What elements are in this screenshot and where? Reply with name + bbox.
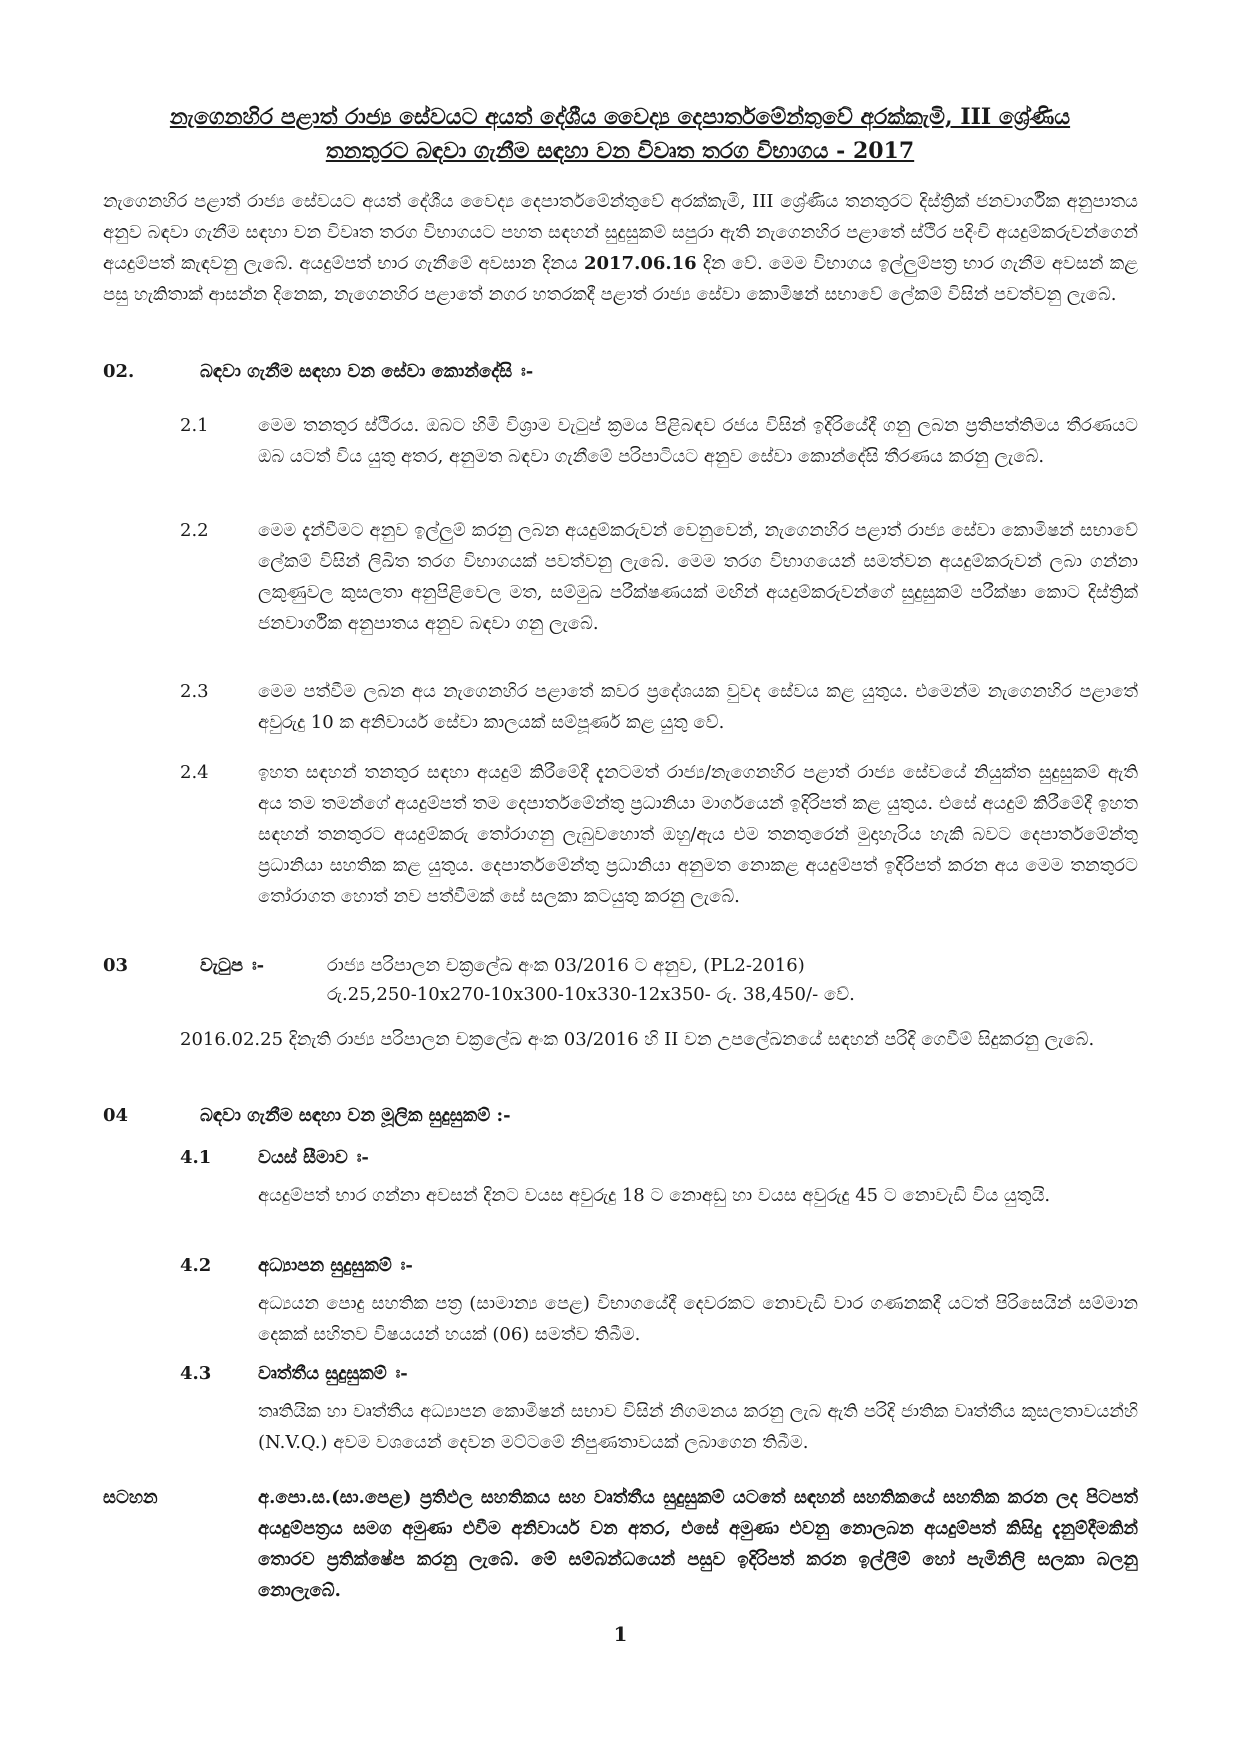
page-title <box>120 100 1120 168</box>
item-4-3-number: 4.3 <box>180 1363 212 1384</box>
item-4-2-text: අධ්‍යයන පොදු සහතික පත්‍ර (සාමාන්‍ය පෙළ) විභාගයේදී දෙවරකට නොවැඩි වාර ගණනකදී යටත් පිරිසෙයින් සම්මාන දෙකක් සහිතව විෂයයන් හයක් (06) සමත්ව තිබීම. <box>258 1293 1138 1345</box>
intro-text-after: දින වේ. මෙම විභාගය ඉල්ලුම්පත්‍ර භාර ගැනීම අවසන් කළ පසු හැකිතාක් ආසන්න දිනෙක, නැගෙනහිර පළාතේ නගර හතරකදී පළාත් රාජ්‍ය සේවා කොමිෂන් සභාවේ ලේකම් විසින් පවත්වනු ලැබේ. <box>103 253 1138 305</box>
item-4-2-heading: අධ්‍යාපන සුදුසුකම් ඃ- <box>258 1255 413 1276</box>
item-4-1-text: අයදුම්පත් භාර ගන්නා අවසන් දිනට වයස අවුරුදු 18 ට නොඅඩු හා වයස අවුරුදු 45 ට නොවැඩි විය යුතුයි. <box>258 1185 1051 1206</box>
item-2-4-number: 2.4 <box>180 762 209 783</box>
intro-paragraph <box>103 186 1138 310</box>
item-2-2-number: 2.2 <box>180 520 209 541</box>
section-03-number: 03 <box>103 955 129 976</box>
salary-note: 2016.02.25 දිනැති රාජ්‍ය පරිපාලන චක්‍රලේඛ අංක 03/2016 හි II වන උපලේඛනයේ සඳහන් පරිදි ගෙවීම් සිදුකරනු ලැබේ. <box>180 1029 1095 1050</box>
section-02-number: 02. <box>103 361 135 382</box>
item-2-2-text: මෙම දැන්වීමට අනුව ඉල්ලුම් කරනු ලබන අයදුම්කරුවන් වෙනුවෙන්, නැගෙනහිර පළාත් රාජ්‍ය සේවා කොමිෂන් සභාවේ ලේකම් විසින් ලිඛිත තරග විභාගයක් පවත්වනු ලැබේ. මෙම තරග විභාගයෙන් සමත්වන අයදුම්කරුවන් ලබා ගන්නා ලකුණුවල කුසලතා අනුපිළිවෙල මත, සම්මුඛ පරීක්ෂණයක් මඟින් අයදුම්කරුවන්ගේ සුදුසුකම් පරීක්ෂා කොට දිස්ත්‍රික් ජනවාර්ගික අනුපාතය අනුව බඳවා ගනු ලැබේ. <box>258 520 1138 634</box>
section-04-number: 04 <box>103 1105 129 1126</box>
section-03-heading: වැටුප ඃ- <box>200 955 265 976</box>
item-4-3-heading: වෘත්තීය සුදුසුකම් ඃ- <box>258 1363 408 1384</box>
item-2-3-text: මෙම පත්වීම ලබන අය නැගෙනහිර පළාතේ කවර ප්‍රදේශයක වුවද සේවය කළ යුතුය. එමෙන්ම නැගෙනහිර පළාතේ අවුරුදු 10 ක අනිවාර්ය සේවා කාලයක් සම්පූර්ණ කළ යුතු වේ. <box>258 681 1138 733</box>
item-2-3-number: 2.3 <box>180 681 209 702</box>
item-4-1-heading: වයස් සීමාව ඃ- <box>258 1147 369 1168</box>
closing-date: 2017.06.16 <box>583 253 697 274</box>
note-text: අ.පො.ස.(සා.පෙළ) ප්‍රතිඵල සහතිකය සහ වෘත්තීය සුදුසුකම් යටතේ සඳහන් සහතිකයේ සහතික කරන ලද පිටපත් අයදුම්පත්‍රය සමග අමුණා එවීම අනිවාර්ය වන අතර, එසේ අමුණා එවනු නොලබන අයදුම්පත් කිසිදු දැනුම්දීමකින් තොරව ප්‍රතික්ෂේප කරනු ලැබේ. මේ සම්බන්ධයෙන් පසුව ඉදිරිපත් කරන ඉල්ලීම් හෝ පැමිනිලි සලකා බලනු නොලැබේ. <box>258 1487 1138 1601</box>
intro-text-before: නැගෙනහිර පළාත් රාජ්‍ය සේවයට අයත් දේශීය වෛද්‍ය දෙපාර්තමේන්තුවේ අරක්කැමි, III ශ්‍රේණිය තනතුරට දිස්ත්‍රික් ජනවාර්ගික අනුපාතය අනුව බඳවා ගැනීම සඳහා වන විවෘත තරග විභාගයට පහත සඳහන් සුදුසුකම් සපුරා ඇති නැගෙනහිර පළාතේ ස්ථිර පදිංචි අයදුම්කරුවන්ගෙන් අයදුම්පත් කැඳවනු ලැබේ. අයදුම්පත් භාර ගැනීමේ අවසාන දිනය <box>103 191 1138 274</box>
salary-line-1: රාජ්‍ය පරිපාලන චක්‍රලේඛ අංක 03/2016 ට අනුව, (PL2-2016) <box>327 955 805 976</box>
item-4-2-number: 4.2 <box>180 1255 212 1276</box>
note-label: සටහන <box>103 1487 158 1508</box>
title-line-1: නැගෙනහිර පළාත් රාජ්‍ය සේවයට අයත් දේශීය වෛද්‍ය දෙපාර්තමේන්තුවේ අරක්කැමි, III ශ්‍රේණිය <box>169 104 1071 130</box>
item-2-4-text: ඉහත සඳහන් තනතුර සඳහා අයදුම් කිරීමේදී දැනටමත් රාජ්‍ය/නැගෙනහිර පළාත් රාජ්‍ය සේවයේ නියුක්ත සුදුසුකම් ඇති අය තම තමන්ගේ අයදුම්පත් තම දෙපාර්තමේන්තු ප්‍රධානියා මාර්ගයෙන් ඉදිරිපත් කළ යුතුය. එසේ අයදුම් කිරීමේදී ඉහත සඳහන් තනතුරට අයදුම්කරු තෝරාගනු ලැබුවහොත් ඔහු/ඇය එම තනතුරෙන් මුදාහැරිය හැකි බවට දෙපාර්තමේන්තු ප්‍රධානියා සහතික කළ යුතුය. දෙපාර්තමේන්තු ප්‍රධානියා අනුමත නොකළ අයදුම්පත් ඉදිරිපත් කරන අය මෙම තනතුරට තෝරාගත හොත් නව පත්වීමක් සේ සලකා කටයුතු කරනු ලැබේ. <box>258 762 1138 907</box>
section-04-heading: බඳවා ගැනීම සඳහා වන මූලික සුදුසුකම් :- <box>200 1105 511 1126</box>
item-4-1-number: 4.1 <box>180 1147 212 1168</box>
page-number: 1 <box>613 1622 628 1646</box>
item-4-3-text: තෘතියික හා වෘත්තීය අධ්‍යාපන කොමිෂන් සභාව විසින් නිගමනය කරනු ලැබ ඇති පරිදි ජාතික වෘත්තීය කුසලතාවයන්හි (N.V.Q.) අවම වශයෙන් දෙවන මට්ටමේ නිපුණතාවයක් ලබාගෙන තිබීම. <box>258 1401 1138 1453</box>
salary-line-2: රු.25,250-10x270-10x300-10x330-12x350- රු. 38,450/- වේ. <box>327 984 855 1005</box>
item-2-1-text: මෙම තනතුර ස්ථිරය. ඔබට හිමි විශ්‍රාම වැටුප් ක්‍රමය පිළිබඳව රජය විසින් ඉදිරියේදී ගනු ලබන ප්‍රතිපත්තිමය තීරණයට ඔබ යටත් විය යුතු අතර, අනුමත බඳවා ගැනීමේ පරිපාටියට අනුව සේවා කොන්දේසි තීරණය කරනු ලැබේ. <box>258 415 1138 467</box>
item-2-1-number: 2.1 <box>180 415 209 436</box>
section-02-heading: බඳවා ගැනීම සඳහා වන සේවා කොන්දේසි ඃ- <box>200 361 534 382</box>
title-line-2: තනතුරට බඳවා ගැනීම සඳහා වන විවෘත තරග විභාගය - 2017 <box>325 138 915 164</box>
